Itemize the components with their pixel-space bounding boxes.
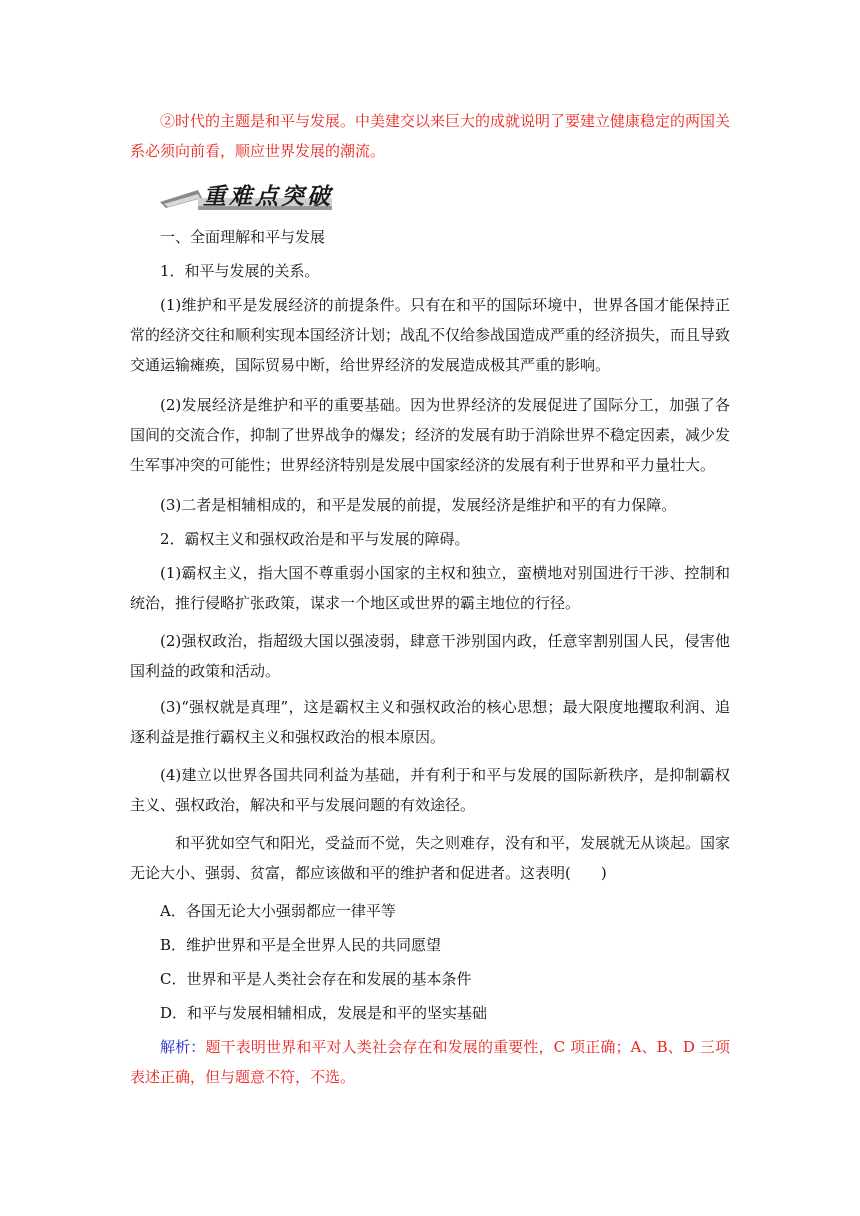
paragraph-4: (1)霸权主义，指大国不尊重弱小国家的主权和独立，蛮横地对别国进行干涉、控制和统治，推行侵略扩张政策，谋求一个地区或世界的霸主地位的行径。 (130, 564, 730, 612)
paragraph-2: (2)发展经济是维护和平的重要基础。因为世界经济的发展促进了国际分工，加强了各国间的交流合作，抑制了世界战争的爆发；经济的发展有助于消除世界不稳定因素，减少发生军事冲突的可能性；世界经济特别是发展中国家经济的发展有利于世界和平力量壮大。 (130, 396, 731, 474)
option-a: A．各国无论大小强弱都应一律平等 (160, 902, 396, 920)
paragraph-3: (3)二者是相辅相成的，和平是发展的前提，发展经济是维护和平的有力保障。 (160, 496, 677, 514)
option-d: D．和平与发展相辅相成，发展是和平的坚实基础 (160, 1004, 488, 1022)
analysis-text: 题干表明世界和平对人类社会存在和发展的重要性，C 项正确；A、B、D 三项表述正确，但与题意不符，不选。 (130, 1038, 730, 1086)
question-stem: 和平犹如空气和阳光，受益而不觉，失之则难存，没有和平，发展就无从谈起。国家无论大小、强弱、贫富，都应该做和平的维护者和促进者。这表明( ) (130, 834, 731, 882)
analysis-label: 解析： (160, 1038, 206, 1056)
paragraph-1: (1)维护和平是发展经济的前提条件。只有在和平的国际环境中，世界各国才能保持正常的经济交往和顺利实现本国经济计划；战乱不仅给参战国造成严重的经济损失，而且导致交通运输瘫痪，国际贸易中断，给世界经济的发展造成极其严重的影响。 (130, 296, 731, 374)
subheading-1: 1．和平与发展的关系。 (160, 262, 320, 280)
paragraph-6: (3)“强权就是真理”，这是霸权主义和强权政治的核心思想；最大限度地攫取利润、追逐利益是推行霸权主义和强权政治的根本原因。 (130, 698, 730, 746)
intro-paragraph: ②时代的主题是和平与发展。中美建交以来巨大的成就说明了要建立健康稳定的两国关系必须向前看，顺应世界发展的潮流。 (130, 112, 731, 160)
paragraph-5: (2)强权政治，指超级大国以强凌弱，肆意干涉别国内政，任意宰割别国人民，侵害他国利益的政策和活动。 (130, 632, 730, 680)
banner-title: 重难点突破 (203, 184, 333, 210)
analysis (130, 1032, 730, 1092)
subheading-2: 2．霸权主义和强权政治是和平与发展的障碍。 (160, 530, 470, 548)
option-c: C．世界和平是人类社会存在和发展的基本条件 (160, 970, 472, 988)
section-banner (158, 176, 334, 212)
option-b: B．维护世界和平是全世界人民的共同愿望 (160, 936, 442, 954)
section-heading: 一、全面理解和平与发展 (160, 228, 326, 246)
paragraph-7: (4)建立以世界各国共同利益为基础，并有利于和平与发展的国际新秩序，是抑制霸权主义、强权政治，解决和平与发展问题的有效途径。 (130, 766, 730, 814)
